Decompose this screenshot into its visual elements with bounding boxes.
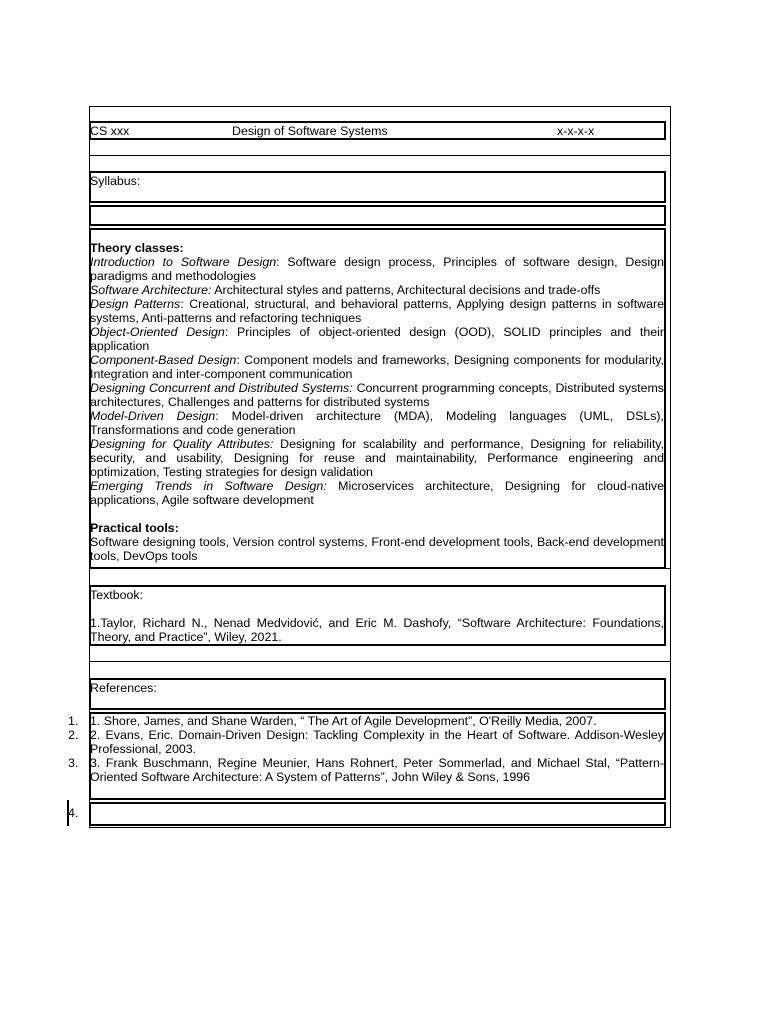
topic-text: Creational, structural, and behavioral patterns, Applying design patterns in software systems, Anti-patterns and refactoring techniques xyxy=(90,297,665,325)
references-label-box xyxy=(89,678,666,710)
practical-heading: Practical tools: xyxy=(90,521,179,535)
theory-topic xyxy=(90,479,664,507)
course-credits: x-x-x-x xyxy=(557,124,595,138)
row-divider xyxy=(89,661,671,662)
empty-box xyxy=(89,205,666,226)
references-label: References: xyxy=(90,681,157,695)
topic-title: Emerging Trends in Software Design: xyxy=(90,479,327,493)
textbook-label: Textbook: xyxy=(90,588,144,602)
theory-topic: Component-Based Design: Component models and frameworks, Designing components for modularity, Integration and inter-component communication xyxy=(90,353,664,381)
theory-topic xyxy=(90,381,664,409)
theory-topic: Introduction to Software Design: Software design process, Principles of software design, Design paradigms and methodologies xyxy=(90,255,664,283)
theory-heading: Theory classes: xyxy=(90,241,184,255)
practical-text: Software designing tools, Version control systems, Front-end development tools, Back-end development tools, DevOps tools xyxy=(90,535,664,563)
list-number: 4. xyxy=(68,806,79,820)
reference-4-box xyxy=(89,802,666,826)
textbook-entry: 1.Taylor, Richard N., Nenad Medvidović, and Eric M. Dashofy, “Software Architecture: Foundations, Theory, and Practice”, Wiley, 2021. xyxy=(90,616,664,644)
list-number: 2. xyxy=(68,728,79,742)
theory-topic: Model-Driven Design: Model-driven architecture (MDA), Modeling languages (UML, DSLs), Transformations and code generation xyxy=(90,409,664,437)
reference-item: 1. Shore, James, and Shane Warden, “ The Art of Agile Development”, O'Reilly Media, 2007. xyxy=(90,714,597,728)
topic-text: Designing for scalability and performance, Designing for reliability, security, and usability, Designing for reuse and maintainability, Performance engineering and optimization, Testing strategies for design validation xyxy=(90,437,665,479)
list-number: 3. xyxy=(68,756,79,770)
theory-topic xyxy=(90,437,664,479)
course-code: CS xxx xyxy=(90,124,130,138)
reference-item: 2. Evans, Eric. Domain-Driven Design: Tackling Complexity in the Heart of Software. Addison-Wesley Professional, 2003. xyxy=(90,728,664,756)
topic-title: Component-Based Design xyxy=(90,353,237,367)
reference-item: 3. Frank Buschmann, Regine Meunier, Hans Rohnert, Peter Sommerlad, and Michael Stal, “Pattern-Oriented Software Architecture: A System of Patterns”, John Wiley & Sons, 1996 xyxy=(90,756,664,784)
course-title: Design of Software Systems xyxy=(232,124,388,138)
topic-title: Designing for Quality Attributes: xyxy=(90,437,274,451)
topic-text: Principles of object-oriented design (OOD), SOLID principles and their application xyxy=(90,325,664,353)
topic-text: Software design process, Principles of software design, Design paradigms and methodologies xyxy=(90,255,664,283)
row-divider xyxy=(89,155,671,156)
syllabus-box xyxy=(89,171,666,203)
topic-text: Concurrent programming concepts, Distributed systems architectures, Challenges and patterns for distributed systems xyxy=(90,381,665,409)
theory-topic: Object-Oriented Design: Principles of object-oriented design (OOD), SOLID principles and their application xyxy=(90,325,664,353)
topic-title: Software Architecture: xyxy=(90,283,212,297)
theory-topic: Design Patterns: Creational, structural, and behavioral patterns, Applying design patterns in software systems, Anti-patterns and refactoring techniques xyxy=(90,297,665,325)
topic-title: Introduction to Software Design xyxy=(90,255,277,269)
topic-text: Microservices architecture, Designing for cloud-native applications, Agile software development xyxy=(90,479,664,507)
topic-title: Design Patterns xyxy=(90,297,181,311)
list-number: 1. xyxy=(68,714,79,728)
theory-section xyxy=(90,241,664,563)
topic-title: Designing Concurrent and Distributed Systems: xyxy=(90,381,353,395)
topic-text: Component models and frameworks, Designing components for modularity, Integration and inter-component communication xyxy=(90,353,664,381)
topic-text: Model-driven architecture (MDA), Modeling languages (UML, DSLs), Transformations and code generation xyxy=(90,409,664,437)
topic-text: Architectural styles and patterns, Architectural decisions and trade-offs xyxy=(214,283,601,297)
syllabus-label: Syllabus: xyxy=(90,174,141,188)
topic-title: Object-Oriented Design xyxy=(90,325,225,339)
theory-topic xyxy=(90,283,664,297)
topic-title: Model-Driven Design xyxy=(90,409,216,423)
